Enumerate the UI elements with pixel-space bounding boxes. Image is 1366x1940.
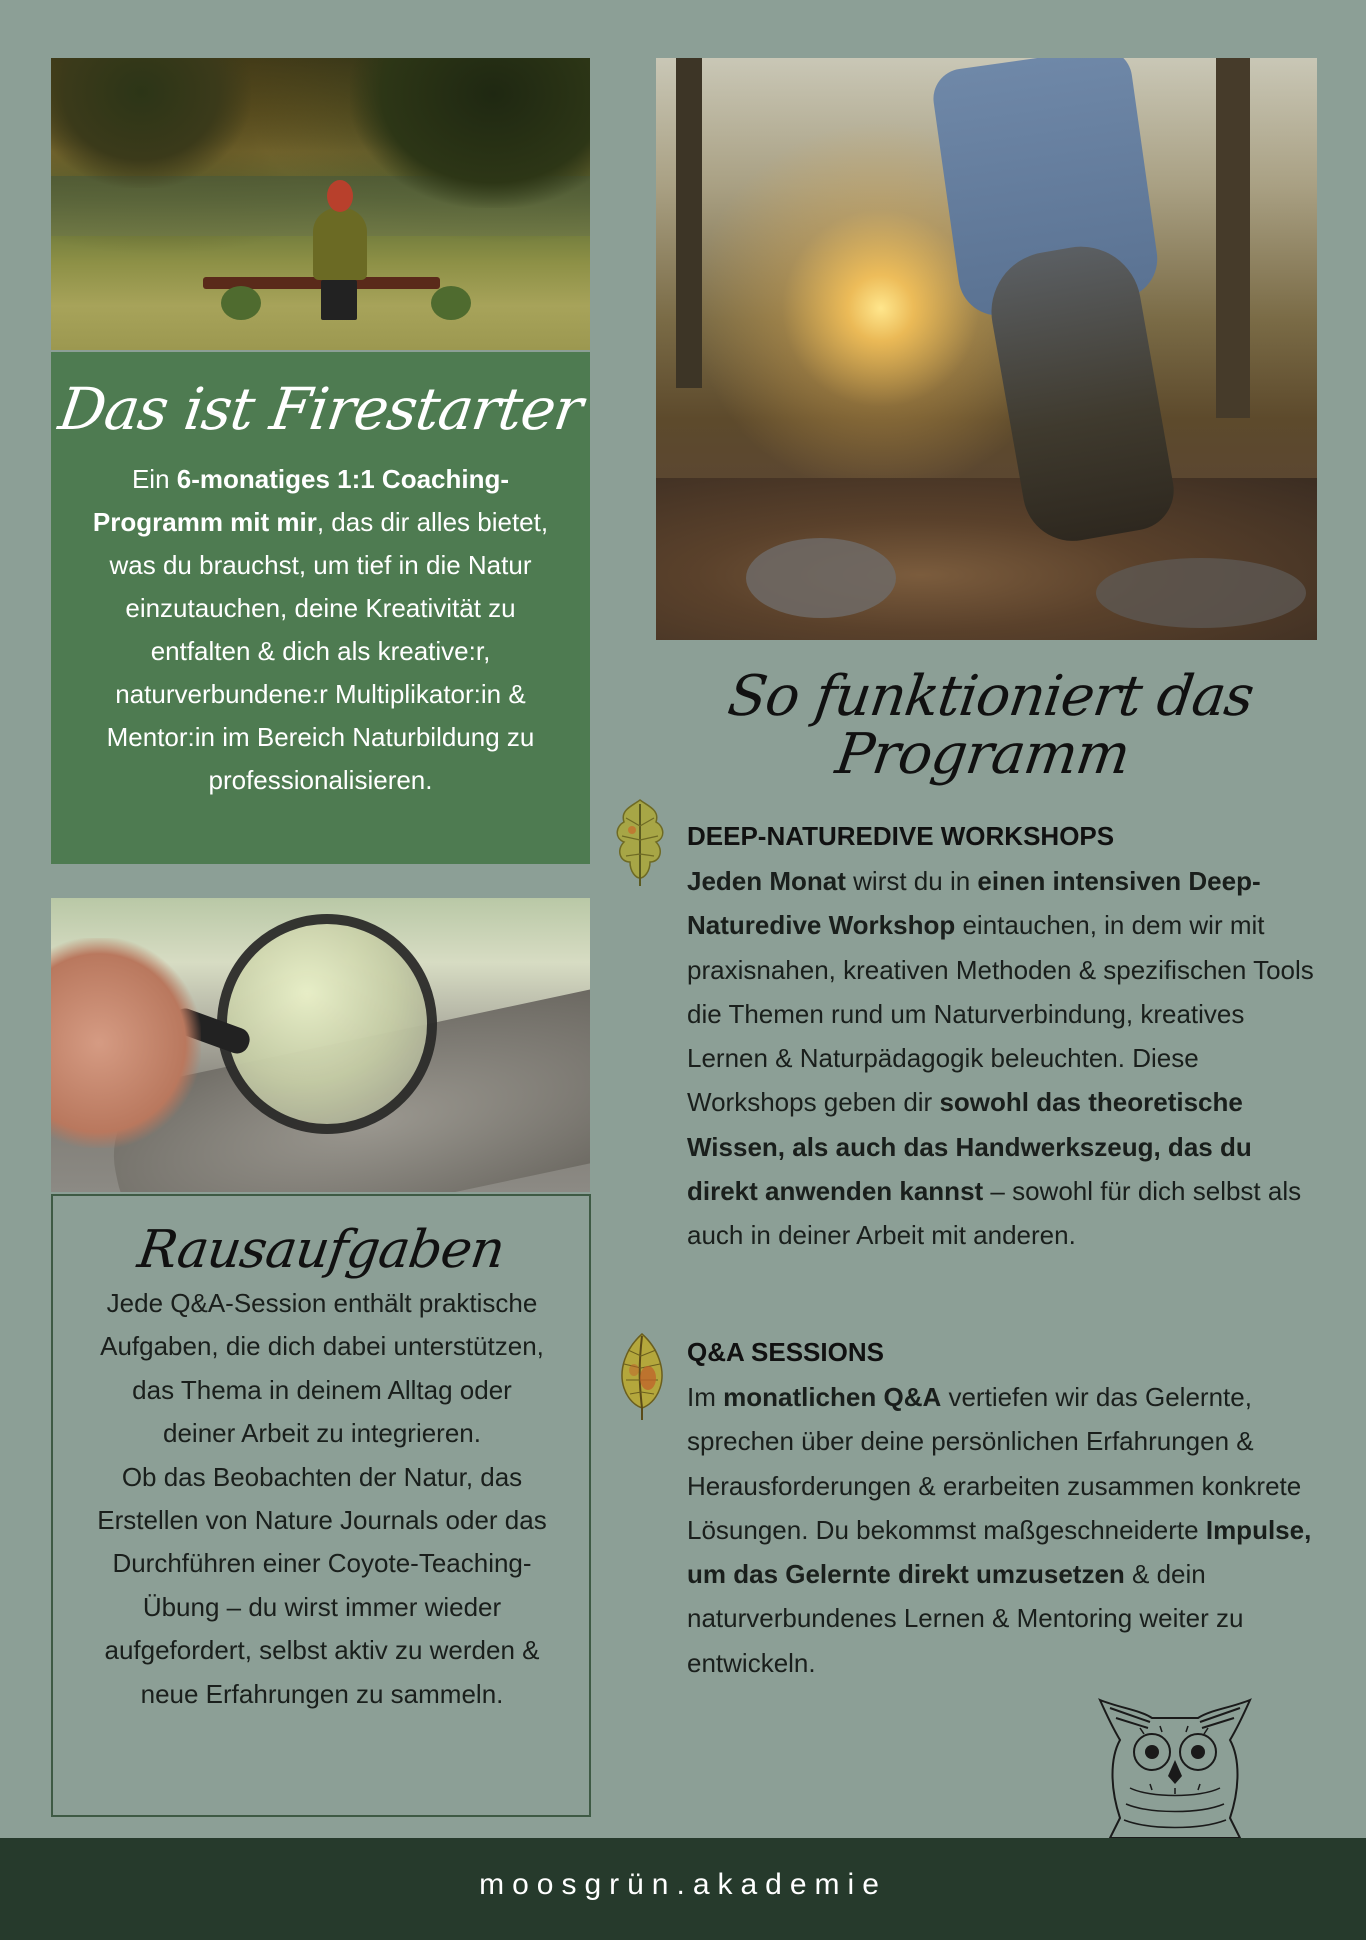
footer-brand: moosgrün.akademie — [479, 1868, 887, 1901]
workshop-bold: einen intensiven Deep-Naturedive Workshop — [687, 866, 1261, 941]
intro-text-bold: 6-monatiges 1:1 Coaching-Programm mit mir — [92, 464, 510, 537]
intro-text — [91, 458, 550, 802]
photo-hiking-boot — [656, 58, 1317, 640]
workshop-text-part: – sowohl für dich selbst als auch in deiner Arbeit mit anderen. — [687, 1176, 1302, 1251]
tasks-paragraph: Jede Q&A-Session enthält praktische Aufgaben, die dich dabei unterstützen, das Thema in deinem Alltag oder deiner Arbeit zu integrieren. — [100, 1288, 544, 1449]
qa-text-part: Im — [687, 1382, 724, 1412]
beech-leaf-icon — [612, 1330, 672, 1422]
photo-woman-on-bench — [51, 58, 590, 350]
program-title — [648, 664, 1325, 787]
oak-leaf-icon — [610, 796, 670, 888]
workshop-text-part: eintauchen, in dem wir mit praxisnahen, kreativen Methoden & spezifischen Tools die Themen rund um Naturverbindung, kreatives Lernen & Naturpädagogik beleuchten. Diese Workshops geben dir — [687, 910, 1314, 1118]
intro-title: Das ist Firestarter — [54, 375, 587, 443]
intro-card — [51, 352, 590, 864]
intro-text-part: , das dir alles bietet, was du brauchst, um tief in die Natur einzutauchen, deine Kreativität zu entfalten & dich als kreative:r, naturverbundene:r Multiplikator:in & Mentor:in im Bereich Naturbildung zu professionalisieren. — [106, 507, 549, 795]
tasks-paragraph: Ob das Beobachten der Natur, das Erstellen von Nature Journals oder das Durchführen einer Coyote-Teaching-Übung – du wirst immer wieder aufgefordert, selbst aktiv zu werden & neue Erfahrungen zu sammeln. — [97, 1461, 547, 1709]
qa-bold: monatlichen Q&A — [723, 1382, 942, 1412]
workshop-text-part: wirst du in — [845, 866, 978, 896]
program-title-line: Programm — [831, 722, 1134, 787]
footer — [0, 1838, 1366, 1940]
program-title-line: So funktioniert das — [724, 664, 1258, 729]
tasks-title: Rausaufgaben — [134, 1220, 508, 1280]
qa-heading: Q&A SESSIONS — [687, 1337, 884, 1367]
qa-text-part: vertiefen wir das Gelernte, sprechen über deine persönlichen Erfahrungen & Herausforderungen & erarbeiten zusammen konkrete Lösungen. Du bekommst maßgeschneiderte — [687, 1382, 1302, 1545]
workshop-heading: DEEP-NATUREDIVE WORKSHOPS — [687, 821, 1115, 851]
intro-text-part: Ein — [131, 464, 177, 494]
workshop-bold: Jeden Monat — [687, 866, 846, 896]
photo-magnifying-glass — [51, 898, 590, 1192]
workshop-bold: sowohl das theoretische Wissen, als auch das Handwerkszeug, das du direkt anwenden kannst — [687, 1087, 1252, 1207]
workshop-text — [687, 859, 1317, 1258]
qa-text — [687, 1375, 1317, 1685]
qa-bold: Impulse, um das Gelernte direkt umzusetzen — [687, 1514, 1312, 1590]
tasks-card — [51, 1194, 591, 1817]
qa-text-part: & dein naturverbundenes Lernen & Mentoring weiter zu entwickeln. — [687, 1559, 1244, 1678]
owl-illustration — [1090, 1688, 1260, 1838]
tasks-text — [93, 1282, 551, 1716]
